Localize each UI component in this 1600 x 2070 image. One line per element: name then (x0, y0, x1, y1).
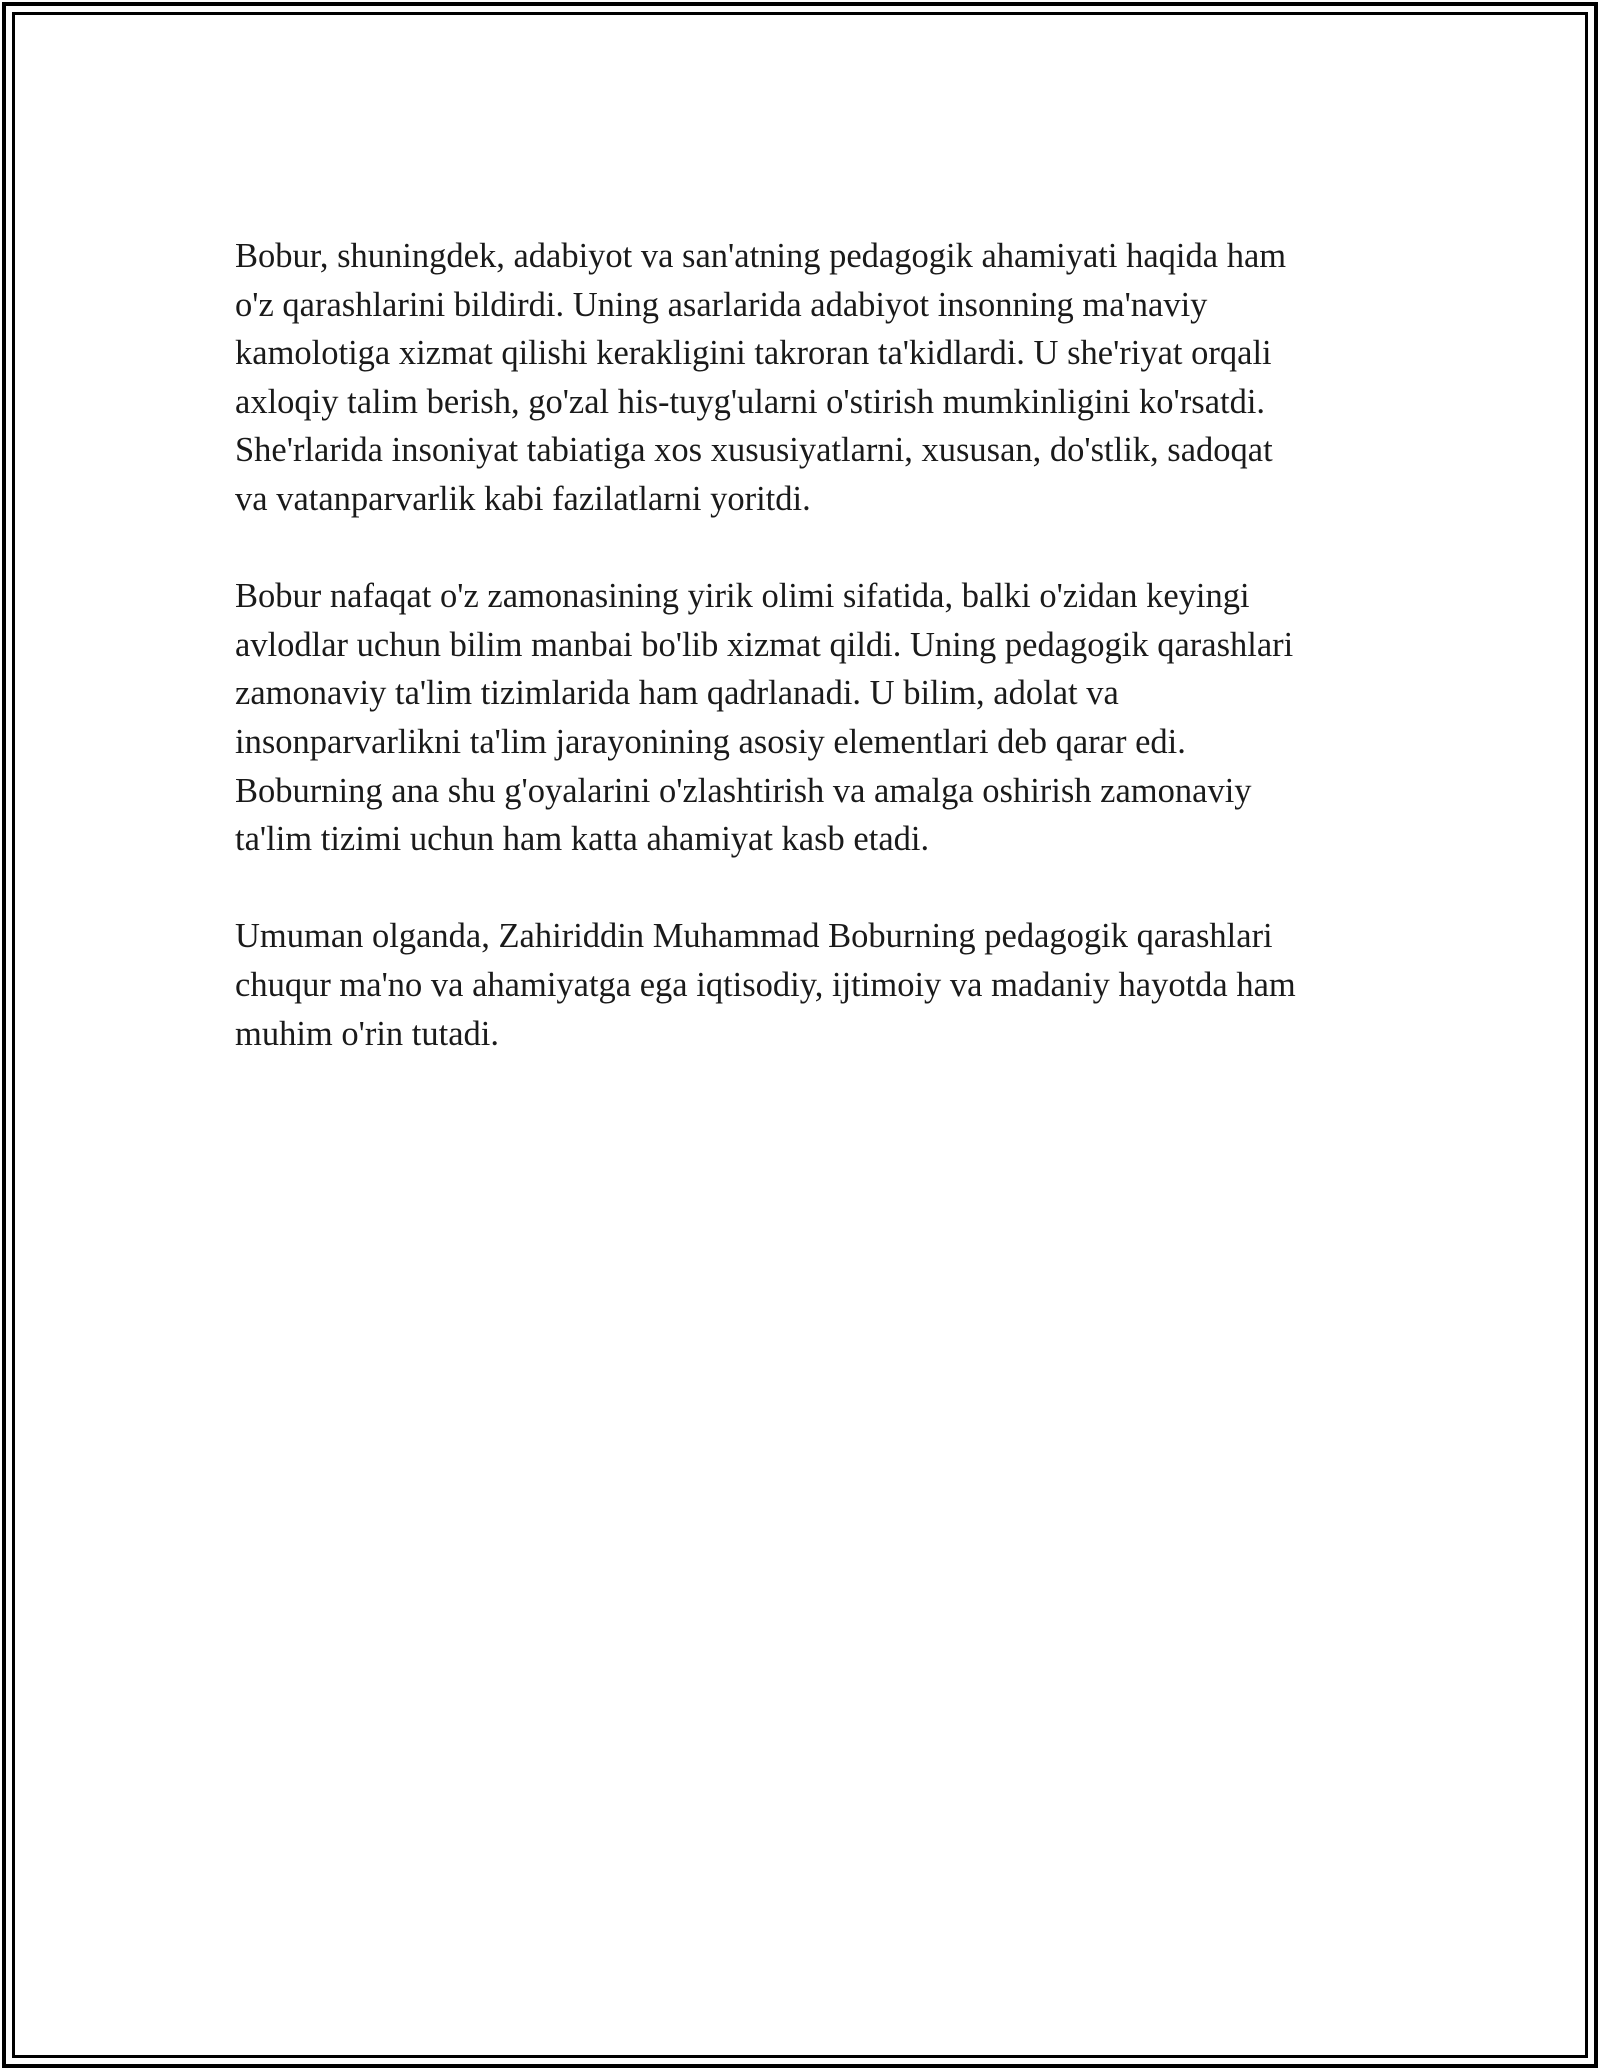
text-line: Bobur, shuningdek, adabiyot va san'atning pedagogik ahamiyati haqida ham (235, 237, 1287, 275)
text-line: o'z qarashlarini bildirdi. Uning asarlarida adabiyot insonning ma'naviy (235, 285, 1208, 324)
text-line: va vatanparvarlik kabi fazilatlarni yoritdi. (235, 479, 811, 518)
text-line: She'rlarida insoniyat tabiatiga xos xususiyatlarni, xususan, do'stlik, sadoqat (235, 431, 1273, 470)
text-line: avlodlar uchun bilim manbai bo'lib xizmat qildi. Uning pedagogik qarashlari (235, 625, 1294, 664)
paragraph (235, 912, 1385, 1058)
text-line: kamolotiga xizmat qilishi kerakligini takroran ta'kidlardi. U she'riyat orqali (235, 334, 1272, 373)
text-line: zamonaviy ta'lim tizimlarida ham qadrlanadi. U bilim, adolat va (235, 674, 1119, 713)
text-line: axloqiy talim berish, go'zal his-tuyg'ularni o'stirish mumkinligini ko'rsatdi. (235, 382, 1266, 421)
text-line: insonparvarlikni ta'lim jarayonining asosiy elementlari deb qarar edi. (235, 722, 1186, 761)
paragraph (235, 232, 1385, 524)
text-line: muhim o'rin tutadi. (235, 1014, 499, 1053)
text-line: ta'lim tizimi uchun ham katta ahamiyat kasb etadi. (235, 820, 930, 859)
text-line: chuqur ma'no va ahamiyatga ega iqtisodiy, ijtimoiy va madaniy hayotda ham (235, 965, 1296, 1004)
text-line: Umuman olganda, Zahiriddin Muhammad Boburning pedagogik qarashlari (235, 917, 1273, 956)
document-body (235, 232, 1385, 1107)
text-line: Bobur nafaqat o'z zamonasining yirik olimi sifatida, balki o'zidan keyingi (235, 577, 1250, 616)
paragraph (235, 572, 1385, 864)
text-line: Boburning ana shu g'oyalarini o'zlashtirish va amalga oshirish zamonaviy (235, 771, 1252, 810)
